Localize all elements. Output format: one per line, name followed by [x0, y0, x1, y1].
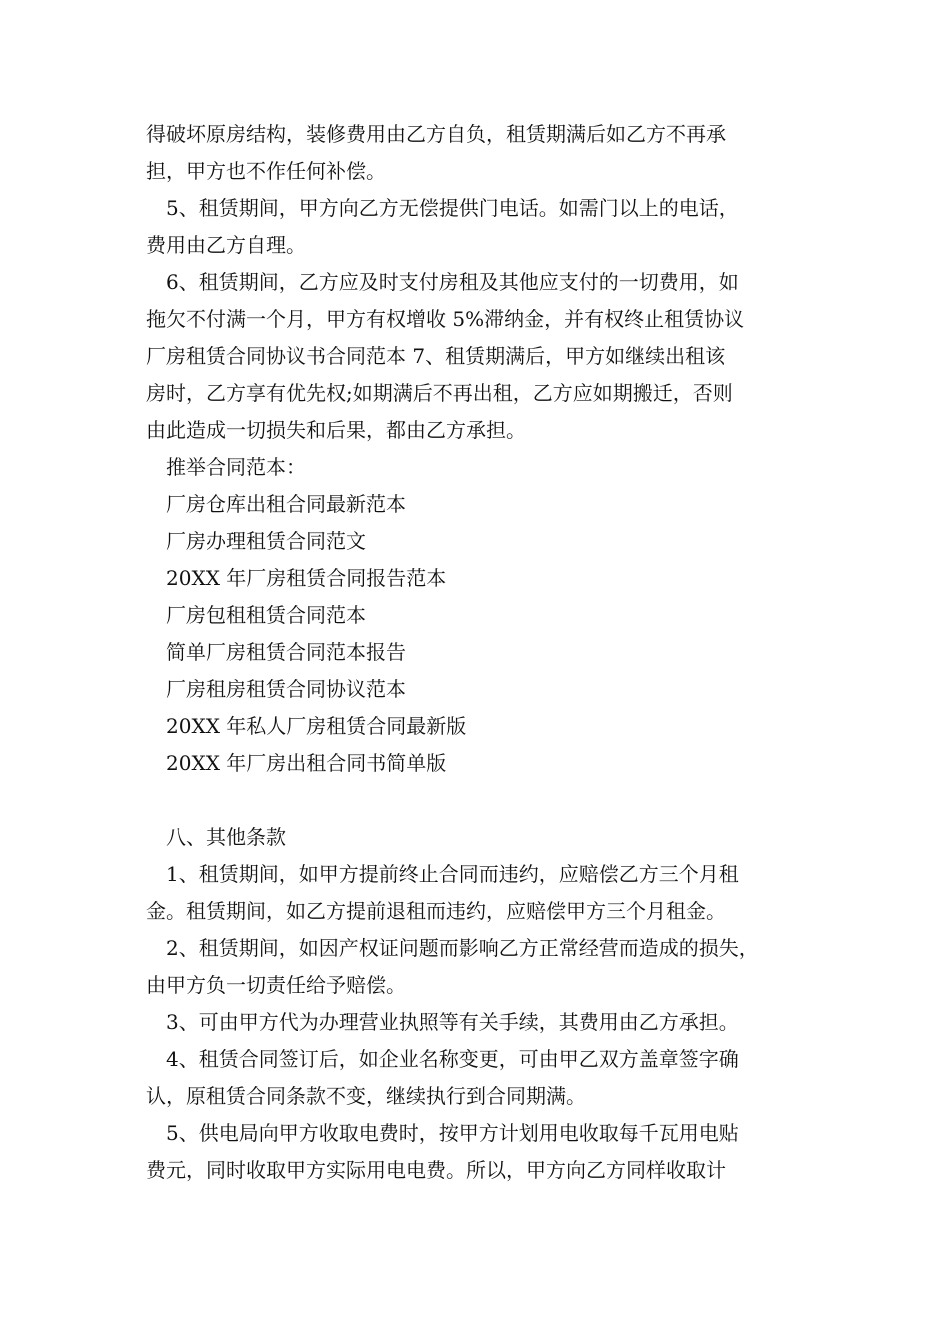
document-body — [146, 116, 826, 1189]
text-line: 由甲方负一切责任给予赔偿。 — [146, 973, 406, 997]
recommend-link[interactable]: 简单厂房租赁合同范本报告 — [166, 640, 406, 664]
text-line: 由此造成一切损失和后果，都由乙方承担。 — [146, 418, 526, 442]
text-line: 得破坏原房结构，装修费用由乙方自负，租赁期满后如乙方不再承 — [146, 122, 726, 146]
text-line: 费用由乙方自理。 — [146, 233, 306, 257]
clause-2: 2、租赁期间，如因产权证问题而影响乙方正常经营而造成的损失， — [166, 936, 759, 960]
recommend-link[interactable]: 厂房包租租赁合同范本 — [166, 603, 366, 627]
recommend-link[interactable]: 20XX 年厂房出租合同书简单版 — [166, 751, 447, 775]
text-line: 认，原租赁合同条款不变，继续执行到合同期满。 — [146, 1084, 586, 1108]
recommend-heading: 推举合同范本： — [166, 455, 306, 479]
text-line: 担，甲方也不作任何补偿。 — [146, 159, 386, 183]
text-line: 拖欠不付满一个月，甲方有权增收 5%滞纳金，并有权终止租赁协议 — [146, 307, 745, 331]
clause-4: 4、租赁合同签订后，如企业名称变更，可由甲乙双方盖章签字确 — [166, 1047, 739, 1071]
recommend-link[interactable]: 厂房租房租赁合同协议范本 — [166, 677, 406, 701]
text-line: 厂房租赁合同协议书合同范本 7、租赁期满后，甲方如继续出租该 — [146, 344, 726, 368]
recommend-link[interactable]: 20XX 年私人厂房租赁合同最新版 — [166, 714, 467, 738]
text-line: 费元，同时收取甲方实际用电电费。所以，甲方向乙方同样收取计 — [146, 1158, 726, 1182]
clause-6: 6、租赁期间，乙方应及时支付房租及其他应支付的一切费用，如 — [166, 270, 739, 294]
blank-line — [146, 782, 826, 819]
clause-5: 5、租赁期间，甲方向乙方无偿提供门电话。如需门以上的电话， — [166, 196, 739, 220]
recommend-link[interactable]: 20XX 年厂房租赁合同报告范本 — [166, 566, 447, 590]
clause-1: 1、租赁期间，如甲方提前终止合同而违约，应赔偿乙方三个月租 — [166, 862, 739, 886]
section-heading: 八、其他条款 — [166, 825, 286, 849]
text-line: 房时，乙方享有优先权;如期满后不再出租，乙方应如期搬迁，否则 — [146, 381, 733, 405]
clause-3: 3、可由甲方代为办理营业执照等有关手续，其费用由乙方承担。 — [166, 1010, 739, 1034]
recommend-link[interactable]: 厂房仓库出租合同最新范本 — [166, 492, 406, 516]
clause-5-electricity: 5、供电局向甲方收取电费时，按甲方计划用电收取每千瓦用电贴 — [166, 1121, 739, 1145]
recommend-link[interactable]: 厂房办理租赁合同范文 — [166, 529, 366, 553]
text-line: 金。租赁期间，如乙方提前退租而违约，应赔偿甲方三个月租金。 — [146, 899, 726, 923]
